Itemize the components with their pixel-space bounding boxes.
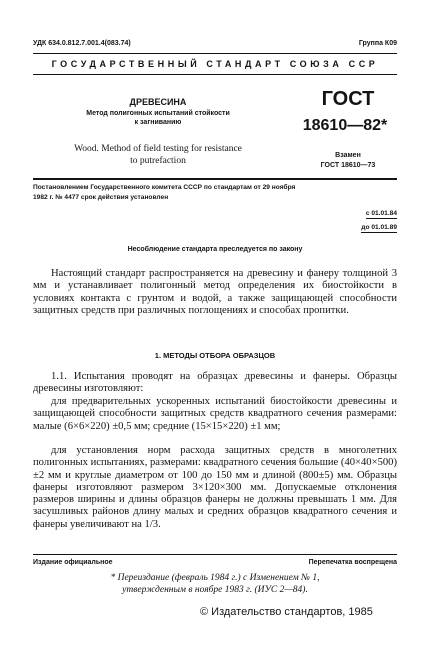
gost-label: ГОСТ bbox=[321, 88, 375, 110]
copyright-notice: © Издательство стандартов, 1985 bbox=[200, 606, 373, 618]
decree-line2: 1982 г. № 4477 срок действия установлен bbox=[33, 194, 169, 201]
english-title-line1: Wood. Method of field testing for resistance bbox=[74, 144, 242, 154]
gost-number: 18610—82* bbox=[302, 117, 388, 134]
state-standard-banner: ГОСУДАРСТВЕННЫЙ СТАНДАРТ СОЮЗА ССР bbox=[51, 59, 379, 69]
header-rule-bottom bbox=[33, 74, 397, 75]
penalty-notice: Несоблюдение стандарта преследуется по закону bbox=[127, 246, 303, 253]
reprint-prohibited-label: Перепечатка воспрещена bbox=[308, 559, 397, 566]
subtitle-line1: Метод полигонных испытаний стойкости bbox=[86, 110, 230, 117]
validity-to: до 01.01.89 bbox=[361, 224, 397, 231]
official-edition-label: Издание официальное bbox=[33, 559, 113, 566]
subtitle-line2: к загниванию bbox=[134, 119, 182, 126]
section-1-paragraph-3: для установления норм расхода защитных средств в многолетних полигонных испытаниях, размерами: квадратного сечения большие (40×40×500) ±2 мм и круглые диаметром от 100 до 150 мм и длиной (800±5) мм. Образцы фанеры изготовляют размером 3×120×300 мм. Допускаемые отклонения размеров ширины и длины образцов фанеры не должны превышать 1 мм. Для засушливых районов длину малых и средних образцов квадратного сечения и фанеры увеличивают на 1/3. bbox=[33, 445, 397, 530]
section-1-heading: 1. МЕТОДЫ ОТБОРА ОБРАЗЦОВ bbox=[154, 351, 276, 360]
group-code: Группа К09 bbox=[358, 40, 397, 47]
title-block-rule bbox=[33, 178, 397, 180]
intro-paragraph: Настоящий стандарт распространяется на древесину и фанеру толщиной 3 мм и устанавливает полигонный метод определения их биостойкости в условиях контакта с грунтом и водой, а также защищающей способности защитных средств при различных поглощениях и способах пропитки. bbox=[33, 268, 397, 317]
english-title-line2: to putrefaction bbox=[130, 156, 186, 166]
replaces-value: ГОСТ 18610—73 bbox=[320, 162, 376, 169]
header-rule-top bbox=[33, 53, 397, 54]
footer-rule bbox=[33, 554, 397, 555]
reissue-note-line1: * Переиздание (февраль 1984 г.) с Изменением № 1, bbox=[110, 573, 320, 583]
validity-from: с 01.01.84 bbox=[365, 210, 397, 217]
udk-code: УДК 634.0.812.7.001.4(083.74) bbox=[33, 40, 131, 47]
reissue-note-line2: утвержденным в ноябре 1983 г. (ИУС 2—84). bbox=[122, 585, 308, 595]
replaces-label: Взамен bbox=[335, 152, 361, 159]
section-1-paragraph-2: для предварительных ускоренных испытаний биостойкости древесины и защищающей способности защитных средств квадратного сечения размерами: малые (6×6×220) ±0,5 мм; средние (15×15×220) ±1 мм; bbox=[33, 396, 397, 432]
section-1-paragraph-1: 1.1. Испытания проводят на образцах древесины и фанеры. Образцы древесины изготовляют: bbox=[33, 371, 397, 395]
document-title: ДРЕВЕСИНА bbox=[129, 97, 187, 107]
decree-line1: Постановлением Государственного комитета СССР по стандартам от 29 ноября bbox=[33, 184, 296, 191]
